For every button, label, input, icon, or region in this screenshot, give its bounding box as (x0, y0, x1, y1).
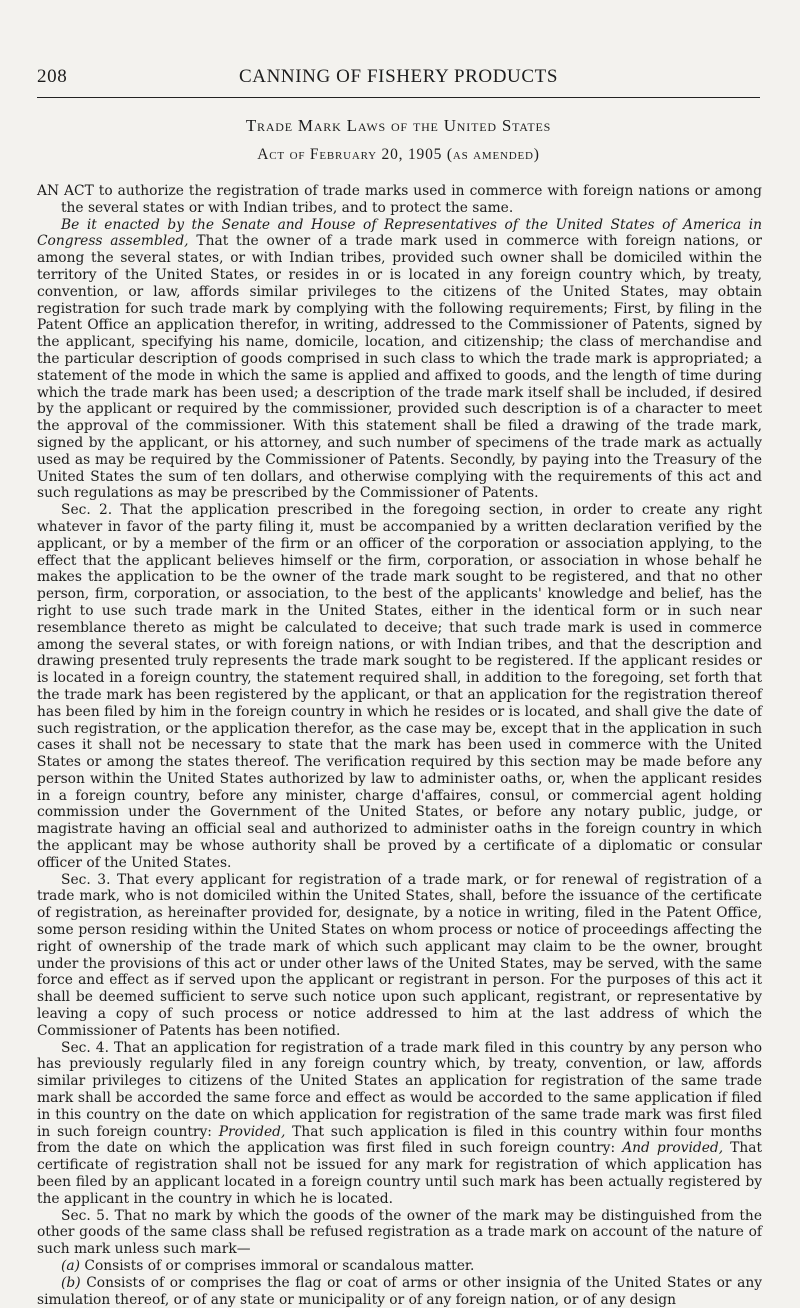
clause-a-label: (a) (61, 1258, 80, 1274)
section-4-text-a: Sec. 4. That an application for registration of a trade mark filed in this country by any person who has previously regularly filed in any foreign country which, by treaty, convention, or law, affords similar privileges to citizens of the United States an application for registration of the same trade mark shall be accorded the same force and effect as would be accorded to the same application if filed in this country on the date on which application for registration of the same trade mark was first filed in such foreign country: (37, 1039, 762, 1140)
provided-term: Provided, (218, 1123, 286, 1140)
clause-b (37, 1275, 762, 1308)
section-2: Sec. 2. That the application prescribed in the foregoing section, in order to create any right whatever in favor of the party filing it, must be accompanied by a written declaration verified by the applicant, or by a member of the firm or an officer of the corporation or association applying, to the effect that the applicant believes himself or the firm, corporation, or association in whose behalf he makes the application to be the owner of the trade mark sought to be registered, and that no other person, firm, corporation, or association, to the best of the applicants' knowledge and belief, has the right to use such trade mark in the United States, either in the identical form or in such near resemblance thereto as might be calculated to deceive; that such trade mark is used in commerce among the several states, or with foreign nations, or with Indian tribes, and that the description and drawing presented truly represents the trade mark sought to be registered. If the applicant resides or is located in a foreign country, the statement required shall, in addition to the foregoing, set forth that the trade mark has been registered by the applicant, or that an application for the registration thereof has been filed by him in the foreign country in which he resides or is located, and shall give the date of such registration, or the application therefor, as the case may be, except that in the application in such cases it shall not be necessary to state that the mark has been used in commerce with the United States or among the states thereof. The verification required by this section may be made before any person within the United States authorized by law to administer oaths, or, when the applicant resides in a foreign country, before any minister, charge d'affaires, consul, or commercial agent holding commission under the Government of the United States, or before any notary public, judge, or magistrate having an official seal and authorized to administer oaths in the foreign country in which the applicant may be whose authority shall be proved by a certificate of a diplomatic or consular officer of the United States. (37, 502, 762, 871)
section-5: Sec. 5. That no mark by which the goods of the owner of the mark may be distinguished from the other goods of the same class shall be refused registration as a trade mark on account of the nature of such mark unless such mark— (37, 1207, 762, 1258)
section-1 (37, 217, 762, 503)
page-number: 208 (37, 66, 68, 87)
section-4 (37, 1040, 762, 1208)
header-rule (37, 97, 760, 98)
clause-a-text: Consists of or comprises immoral or scandalous matter. (84, 1258, 475, 1274)
body-text (37, 183, 762, 1308)
and-provided-term: And provided, (622, 1140, 724, 1157)
clause-b-label: (b) (61, 1274, 81, 1291)
running-head (37, 66, 760, 90)
clause-b-text: Consists of or comprises the flag or coat of arms or other insignia of the United States or any simulation thereof, or of any state or municipality or of any foreign nation, or of any design (37, 1274, 763, 1308)
act-intro: AN ACT to authorize the registration of trade marks used in commerce with foreign nations or among the several states or with Indian tribes, and to protect the same. (37, 183, 762, 216)
clause-a (37, 1258, 762, 1275)
section-1-text: That the owner of a trade mark used in commerce with foreign nations, or among the several states, or with Indian tribes, provided such owner shall be domiciled within the territory of the United States, or resides in or is located in any foreign country which, by treaty, convention, or law, affords similar privileges to the citizens of the United States, may obtain registration for such trade mark by complying with the following requirements; First, by filing in the Patent Office an application therefor, in writing, addressed to the Commissioner of Patents, signed by the applicant, specifying his name, domicile, location, and citizenship; the class of merchandise and the particular description of goods comprised in such class to which the trade mark is appropriated; a statement of the mode in which the same is applied and affixed to goods, and the length of time during which the trade mark has been used; a description of the trade mark itself shall be included, if desired by the applicant or required by the commissioner, provided such description is of a character to meet the approval of the commissioner. With this statement shall be filed a drawing of the trade mark, signed by the applicant, or his attorney, and such number of specimens of the trade mark as actually used as may be required by the Commissioner of Patents. Secondly, by paying into the Treasury of the United States the sum of ten dollars, and otherwise complying with the requirements of this act and such regulations as may be prescribed by the Commissioner of Patents. (37, 233, 762, 502)
enacting-clause: Be it enacted by the Senate and House of Representatives of the United States of America in Congress assembled, (37, 216, 762, 250)
running-title: CANNING OF FISHERY PRODUCTS (238, 66, 559, 87)
section-subtitle: Act of February 20, 1905 (as amended) (257, 146, 540, 163)
section-4-text-b: That such application is filed in this country within four months from the date on which the application was first filed in such foreign country: (37, 1123, 763, 1157)
section-title: Trade Mark Laws of the United States (245, 116, 552, 135)
section-3: Sec. 3. That every applicant for registration of a trade mark, or for renewal of registration of a trade mark, who is not domiciled within the United States, shall, before the issuance of the certificate of registration, as hereinafter provided for, designate, by a notice in writing, filed in the Patent Office, some person residing within the United States on whom process or notice of proceedings affecting the right of ownership of the trade mark of which such applicant may claim to be the owner, brought under the provisions of this act or under other laws of the United States, may be served, with the same force and effect as if served upon the applicant or registrant in person. For the purposes of this act it shall be deemed sufficient to serve such notice upon such applicant, registrant, or representative by leaving a copy of such process or notice addressed to him at the last address of which the Commissioner of Patents has been notified. (37, 871, 762, 1039)
section-4-text-c: That certificate of registration shall not be issued for any mark for registration of which application has been filed by an applicant located in a foreign country until such mark has been actually registered by the applicant in the country in which he is located. (37, 1140, 763, 1207)
